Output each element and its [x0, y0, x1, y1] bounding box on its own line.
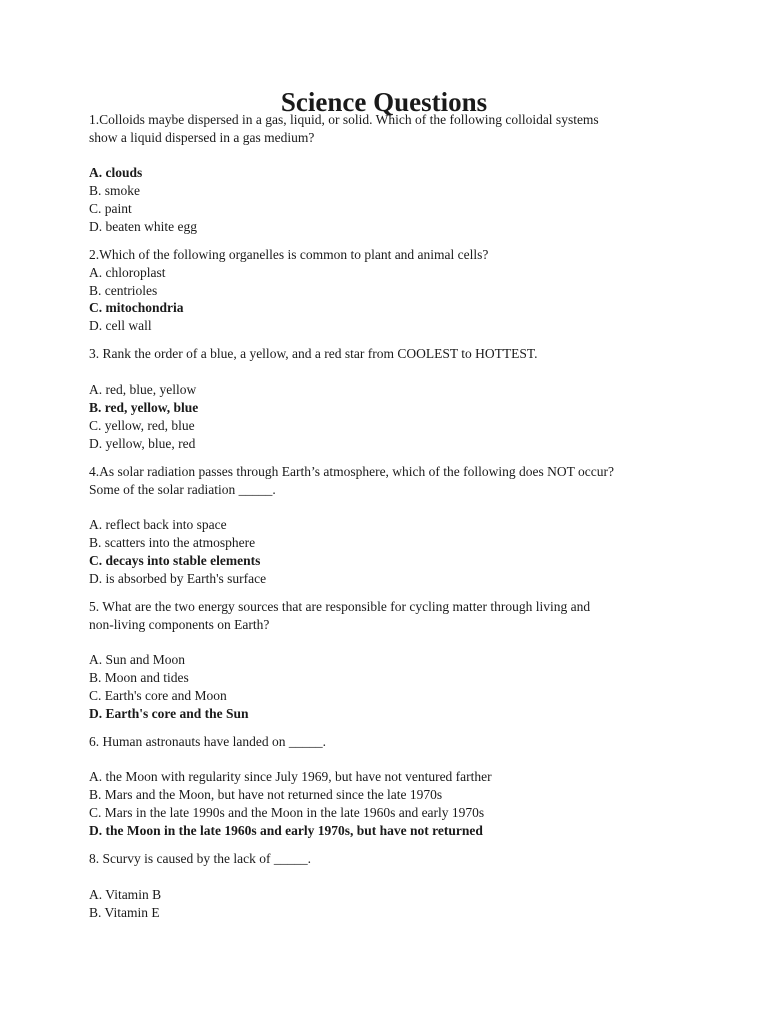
question-2-choice-d: D. cell wall — [89, 318, 152, 333]
question-1-prompt-line-2: show a liquid dispersed in a gas medium? — [89, 130, 315, 145]
question-6-choice-c: C. Mars in the late 1990s and the Moon in the late 1960s and early 1970s — [89, 805, 485, 820]
question-5-prompt-line-2: non-living components on Earth? — [89, 617, 270, 632]
question-3-prompt-line-1: 3. Rank the order of a blue, a yellow, and a red star from COOLEST to HOTTEST. — [89, 346, 538, 361]
question-8-choice-b: B. Vitamin E — [89, 905, 160, 920]
question-2-prompt-line-1: 2.Which of the following organelles is common to plant and animal cells? — [89, 247, 489, 262]
question-1-choice-b: B. smoke — [89, 183, 141, 198]
question-6-choice-b: B. Mars and the Moon, but have not returned since the late 1970s — [89, 787, 443, 802]
question-4-choice-b: B. scatters into the atmosphere — [89, 535, 256, 550]
question-2-choice-c-correct: C. mitochondria — [89, 300, 184, 315]
question-2-choice-a: A. chloroplast — [89, 265, 166, 280]
question-3-choice-a: A. red, blue, yellow — [89, 382, 197, 397]
question-1-prompt-line-1: 1.Colloids maybe dispersed in a gas, liquid, or solid. Which of the following colloidal systems — [89, 112, 599, 127]
question-6-prompt-line-1: 6. Human astronauts have landed on _____. — [89, 734, 326, 749]
question-6-choice-a: A. the Moon with regularity since July 1969, but have not ventured farther — [89, 769, 492, 784]
question-4-choice-d: D. is absorbed by Earth's surface — [89, 571, 267, 586]
question-3-choice-b-correct: B. red, yellow, blue — [89, 400, 199, 415]
question-5-choice-c: C. Earth's core and Moon — [89, 688, 227, 703]
question-4-choice-a: A. reflect back into space — [89, 517, 227, 532]
question-5-choice-d-correct: D. Earth's core and the Sun — [89, 706, 249, 721]
question-1-choice-d: D. beaten white egg — [89, 219, 197, 234]
question-5-choice-b: B. Moon and tides — [89, 670, 189, 685]
question-8-choice-a: A. Vitamin B — [89, 887, 162, 902]
question-8-prompt-line-1: 8. Scurvy is caused by the lack of _____. — [89, 851, 311, 866]
question-3-choice-c: C. yellow, red, blue — [89, 418, 195, 433]
document-title: Science Questions — [280, 87, 488, 117]
question-1-choice-c: C. paint — [89, 201, 132, 216]
question-5-choice-a: A. Sun and Moon — [89, 652, 186, 667]
question-6-choice-d-correct: D. the Moon in the late 1960s and early 1970s, but have not returned — [89, 823, 483, 838]
question-4-prompt-line-2: Some of the solar radiation _____. — [89, 482, 276, 497]
question-1-choice-a-correct: A. clouds — [89, 165, 143, 180]
question-3-choice-d: D. yellow, blue, red — [89, 436, 196, 451]
question-4-choice-c-correct: C. decays into stable elements — [89, 553, 261, 568]
question-4-prompt-line-1: 4.As solar radiation passes through Earth’s atmosphere, which of the following does NOT occur? — [89, 464, 615, 479]
question-5-prompt-line-1: 5. What are the two energy sources that are responsible for cycling matter through living and — [89, 599, 591, 614]
question-2-choice-b: B. centrioles — [89, 283, 158, 298]
